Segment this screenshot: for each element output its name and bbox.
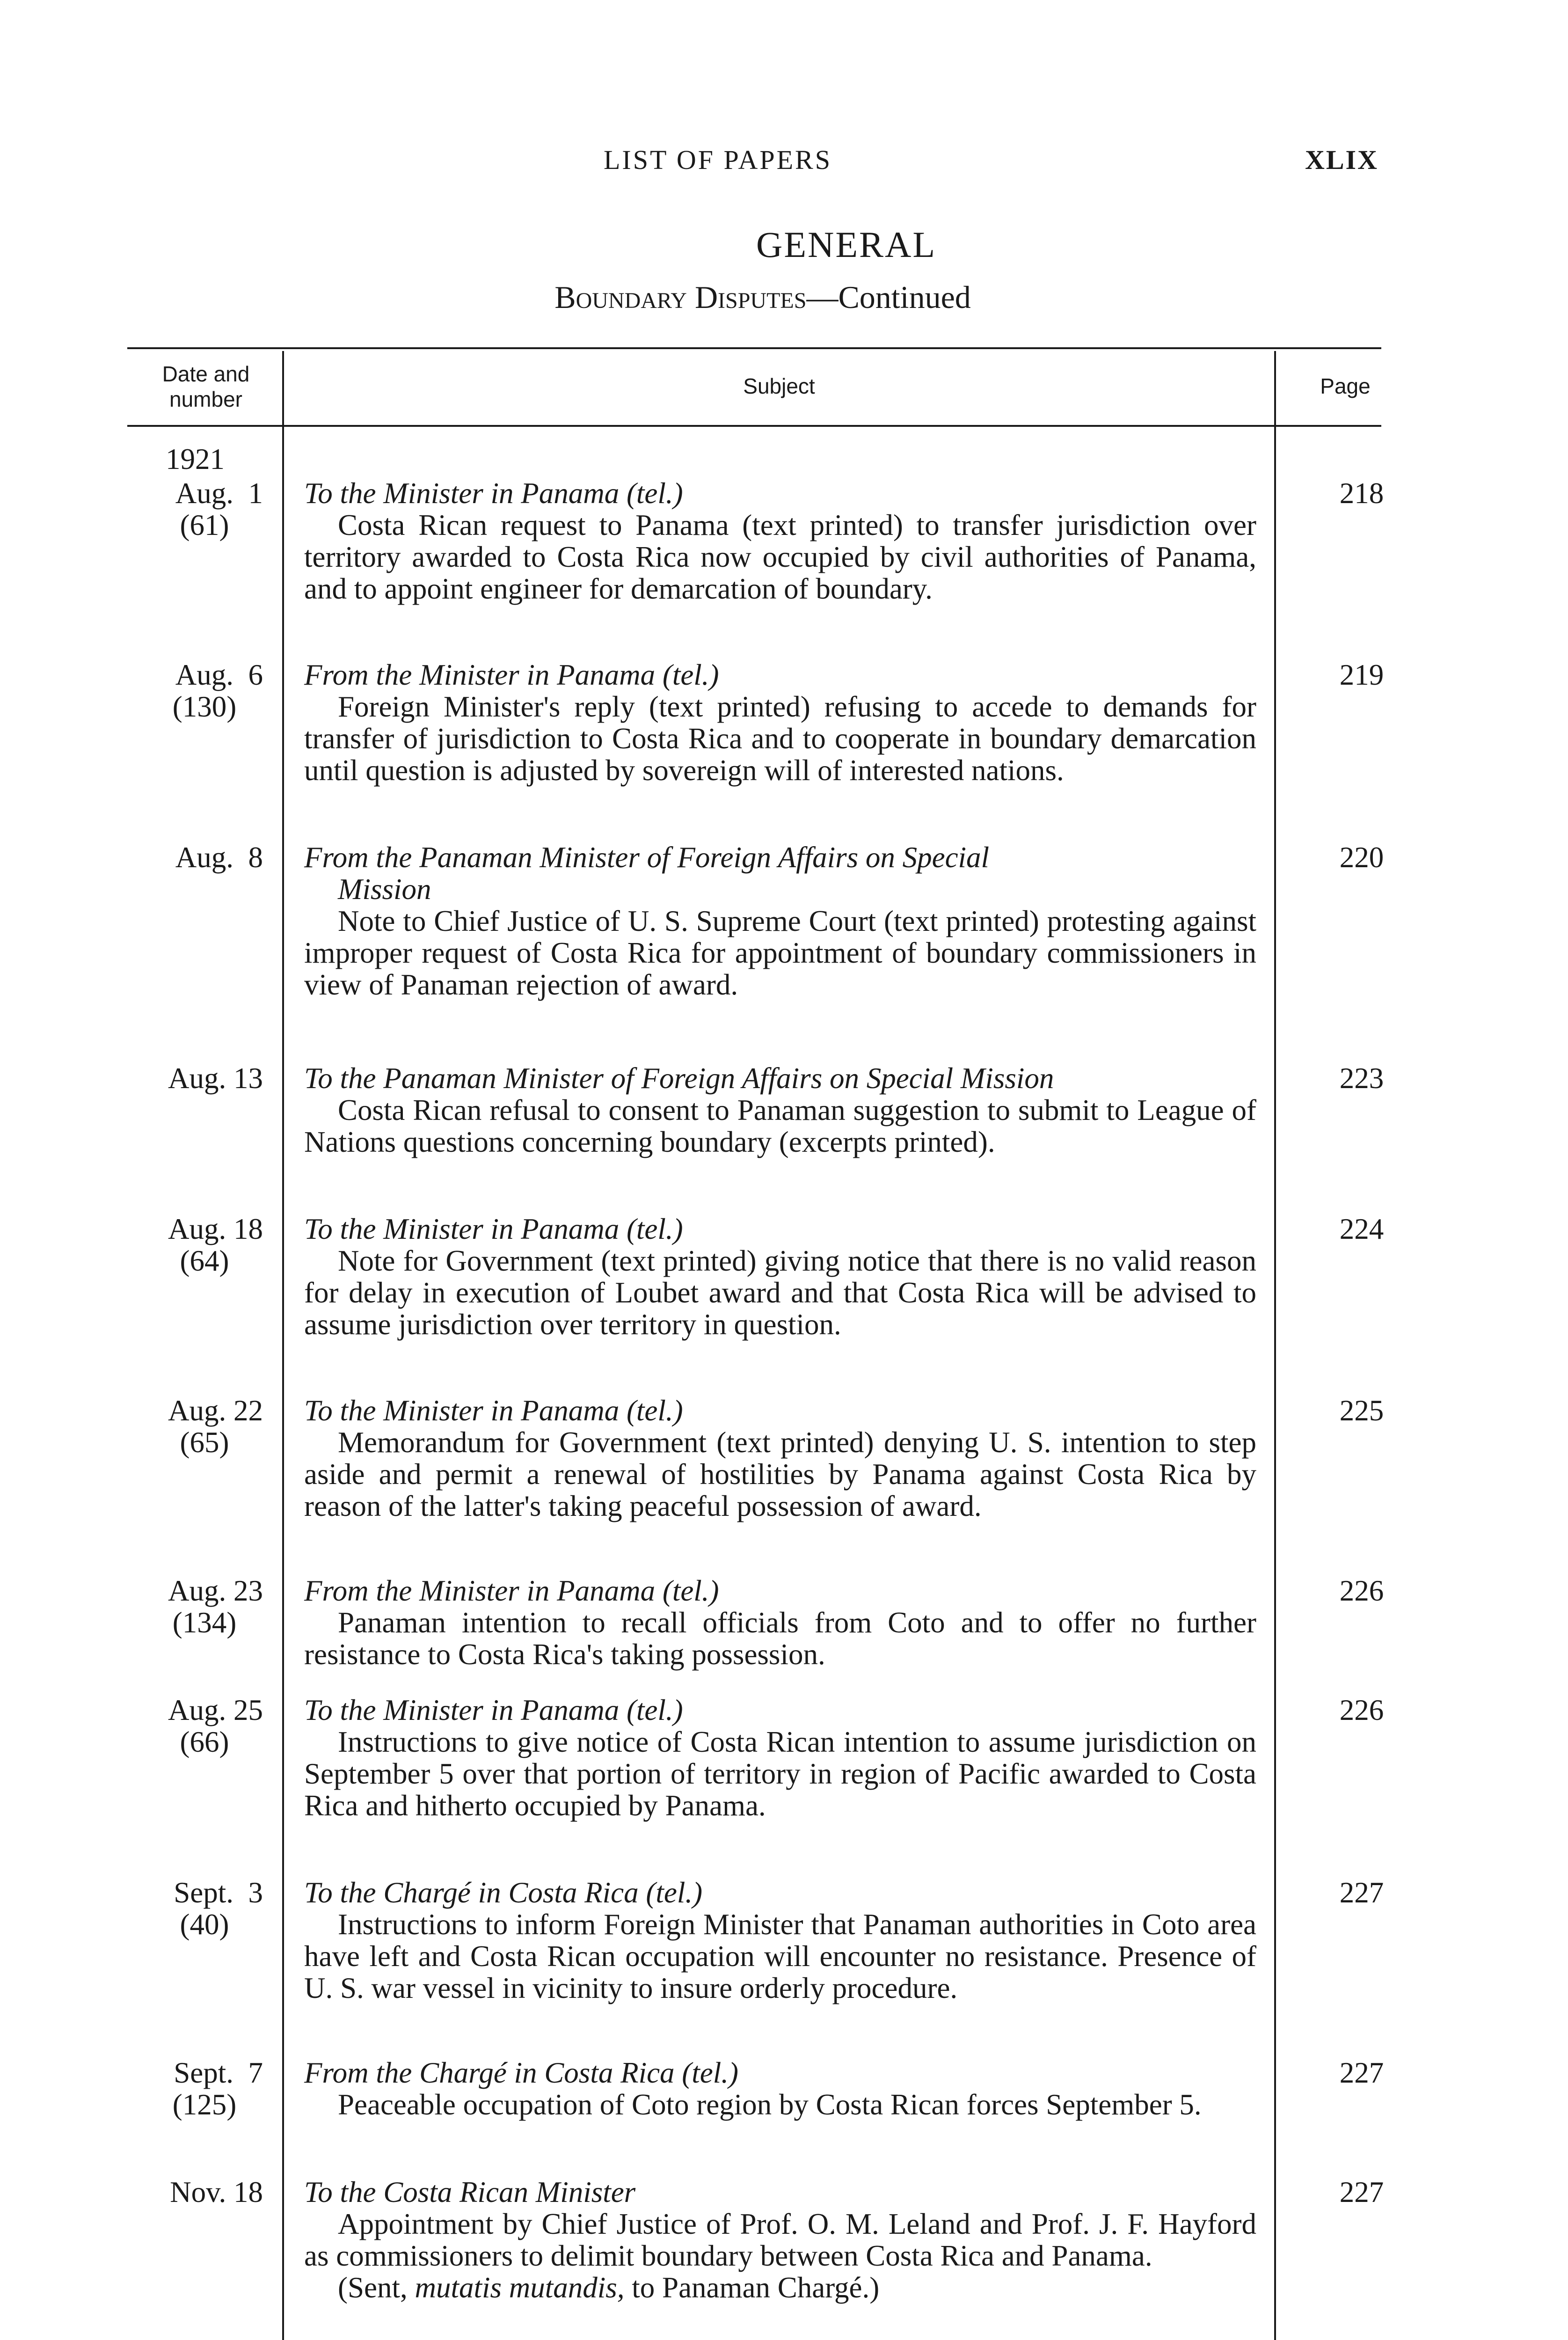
entry-description: Panaman intention to recall officials from Coto and to offer no further resistance to Costa Rica's taking possession.	[304, 1606, 1256, 1671]
entry-page: 223	[1339, 1062, 1384, 1095]
entry-subject	[304, 1395, 1256, 1522]
entry-number: (125)	[172, 2088, 237, 2121]
column-divider-left	[282, 351, 284, 2340]
entry-addressee-text: From the Minister in Panama (tel.)	[304, 658, 719, 691]
entry-date	[127, 2176, 263, 2208]
entry-page: 227	[1339, 2056, 1384, 2089]
entry-date	[127, 477, 263, 541]
entry-subject	[304, 1213, 1256, 1340]
entry-page: 219	[1339, 658, 1384, 691]
entry-date-text: Aug. 13	[168, 1062, 263, 1095]
table-top-rule	[127, 347, 1381, 349]
entry-note-suffix: to Panaman Chargé.)	[624, 2271, 880, 2304]
entry-addressee	[304, 477, 1256, 509]
entry-addressee-text: To the Costa Rican Minister	[304, 2176, 636, 2208]
page-folio: XLIX	[1305, 145, 1378, 175]
entry-date-text: Aug. 25	[168, 1694, 263, 1726]
entry-date-text: Sept. 3	[174, 1876, 263, 1909]
entry-description: Costa Rican request to Panama (text printed) to transfer jurisdiction over territory awarded to Costa Rica now occupied by civil authorities of Panama, and to appoint engineer for demarcation of boundary.	[304, 509, 1256, 605]
column-header-date-line2: number	[169, 387, 242, 411]
year-label: 1921	[166, 443, 225, 475]
entry-addressee	[304, 1877, 1256, 1909]
entry-date-text: Sept. 7	[174, 2056, 263, 2089]
entry-subject	[304, 2057, 1256, 2121]
entry-addressee-text: From the Panaman Minister of Foreign Affairs on Special	[304, 841, 990, 874]
entry-addressee-text: From the Chargé in Costa Rica (tel.)	[304, 2056, 738, 2089]
entry-addressee	[304, 1575, 1256, 1607]
entry-description: Note for Government (text printed) giving notice that there is no valid reason for delay in execution of Loubet award and that Costa Rica will be advised to assume jurisdiction over territory in question.	[304, 1244, 1256, 1341]
entry-description: Costa Rican refusal to consent to Panaman suggestion to submit to League of Nations questions concerning boundary (excerpts printed).	[304, 1094, 1256, 1158]
entry-page: 220	[1339, 841, 1384, 874]
entry-date	[127, 1694, 263, 1758]
entry-addressee-text: To the Minister in Panama (tel.)	[304, 477, 683, 510]
entry-addressee	[304, 1062, 1256, 1094]
entry-note-prefix: (Sent,	[338, 2271, 415, 2304]
entry-number: (130)	[172, 690, 237, 723]
entry-date	[127, 1575, 263, 1638]
entry-addressee	[304, 659, 1256, 691]
entry-description: Appointment by Chief Justice of Prof. O. M. Leland and Prof. J. F. Hayford as commissioners to delimit boundary between Costa Rica and Panama.	[304, 2208, 1256, 2272]
entry-date-text: Aug. 1	[175, 477, 263, 510]
entry-addressee-text: To the Panaman Minister of Foreign Affairs on Special Mission	[304, 1062, 1054, 1095]
entry-page: 226	[1339, 1574, 1384, 1607]
entry-date	[127, 841, 263, 873]
column-divider-right	[1274, 351, 1276, 2340]
entry-addressee	[304, 1694, 1256, 1726]
entry-description: Memorandum for Government (text printed) denying U. S. intention to step aside and permit a renewal of hostilities by Panama against Costa Rica by reason of the latter's taking peaceful possession of award.	[304, 1426, 1256, 1522]
entry-addressee	[304, 2057, 1256, 2089]
entry-date-text: Nov. 18	[170, 2176, 263, 2208]
entry-number: (134)	[172, 1606, 237, 1639]
entry-subject	[304, 1694, 1256, 1821]
entry-subject	[304, 2176, 1256, 2303]
entry-note-italic: mutatis mutandis,	[415, 2271, 625, 2304]
entry-number: (40)	[180, 1908, 229, 1941]
entry-date-text: Aug. 22	[168, 1394, 263, 1427]
entry-subject	[304, 1062, 1256, 1158]
entry-page: 224	[1339, 1213, 1384, 1245]
subsection-name: Boundary Disputes	[554, 279, 807, 315]
entry-subject	[304, 841, 1256, 1001]
entry-subject	[304, 477, 1256, 605]
entry-addressee	[304, 2176, 1256, 2208]
entry-addressee	[304, 1213, 1256, 1245]
entry-subject	[304, 659, 1256, 786]
header-bottom-rule	[127, 425, 1381, 427]
entry-description: Note to Chief Justice of U. S. Supreme Court (text printed) protesting against improper request of Costa Rica for appointment of boundary commissioners in view of Panaman rejection of award.	[304, 905, 1256, 1001]
entry-addressee-text: To the Minister in Panama (tel.)	[304, 1394, 683, 1427]
entry-addressee-continued: Mission	[338, 873, 431, 906]
running-head: LIST OF PAPERS	[604, 145, 832, 175]
entry-addressee	[304, 1395, 1256, 1426]
entry-number: (65)	[180, 1426, 229, 1459]
entry-page: 227	[1339, 1876, 1384, 1909]
entry-date	[127, 1877, 263, 1940]
section-title: GENERAL	[756, 224, 936, 265]
column-header-date-line1: Date and	[162, 362, 250, 386]
entry-page: 218	[1339, 477, 1384, 510]
entry-number: (64)	[180, 1244, 229, 1277]
entry-date	[127, 659, 263, 723]
subsection-suffix: —Continued	[806, 279, 971, 315]
entry-date	[127, 1213, 263, 1277]
entry-addressee	[304, 841, 1256, 905]
subsection-title	[491, 279, 1034, 316]
entry-description: Foreign Minister's reply (text printed) refusing to accede to demands for transfer of jurisdiction to Costa Rica and to cooperate in boundary demarcation until question is adjusted by sovereign will of interested nations.	[304, 690, 1256, 787]
column-header-date	[136, 361, 276, 412]
entry-note	[304, 2272, 1256, 2303]
entry-addressee-text: To the Minister in Panama (tel.)	[304, 1694, 683, 1726]
entry-subject	[304, 1877, 1256, 2004]
entry-number: (61)	[180, 509, 229, 541]
entry-date-text: Aug. 23	[168, 1574, 263, 1607]
entry-addressee-text: From the Minister in Panama (tel.)	[304, 1574, 719, 1607]
entry-description: Peaceable occupation of Coto region by Costa Rican forces September 5.	[338, 2088, 1202, 2121]
entry-page: 225	[1339, 1394, 1384, 1427]
column-header-subject: Subject	[743, 374, 815, 398]
entry-description: Instructions to inform Foreign Minister that Panaman authorities in Coto area have left and Costa Rican occupation will encounter no resistance. Presence of U. S. war vessel in vicinity to insure orderly procedure.	[304, 1908, 1256, 2004]
entry-page: 226	[1339, 1694, 1384, 1726]
entry-description: Instructions to give notice of Costa Rican intention to assume jurisdiction on September 5 over that portion of territory in region of Pacific awarded to Costa Rica and hitherto occupied by Panama.	[304, 1726, 1256, 1822]
entry-date-text: Aug. 8	[175, 841, 263, 874]
column-header-page: Page	[1320, 374, 1371, 398]
entry-date	[127, 1062, 263, 1094]
entry-date	[127, 2057, 263, 2121]
entry-page: 227	[1339, 2176, 1384, 2208]
entry-addressee-text: To the Minister in Panama (tel.)	[304, 1213, 683, 1245]
entry-date	[127, 1395, 263, 1458]
entry-subject	[304, 1575, 1256, 1670]
entry-date-text: Aug. 6	[175, 658, 263, 691]
entry-date-text: Aug. 18	[168, 1213, 263, 1245]
entry-addressee-text: To the Chargé in Costa Rica (tel.)	[304, 1876, 703, 1909]
entry-number: (66)	[180, 1726, 229, 1758]
